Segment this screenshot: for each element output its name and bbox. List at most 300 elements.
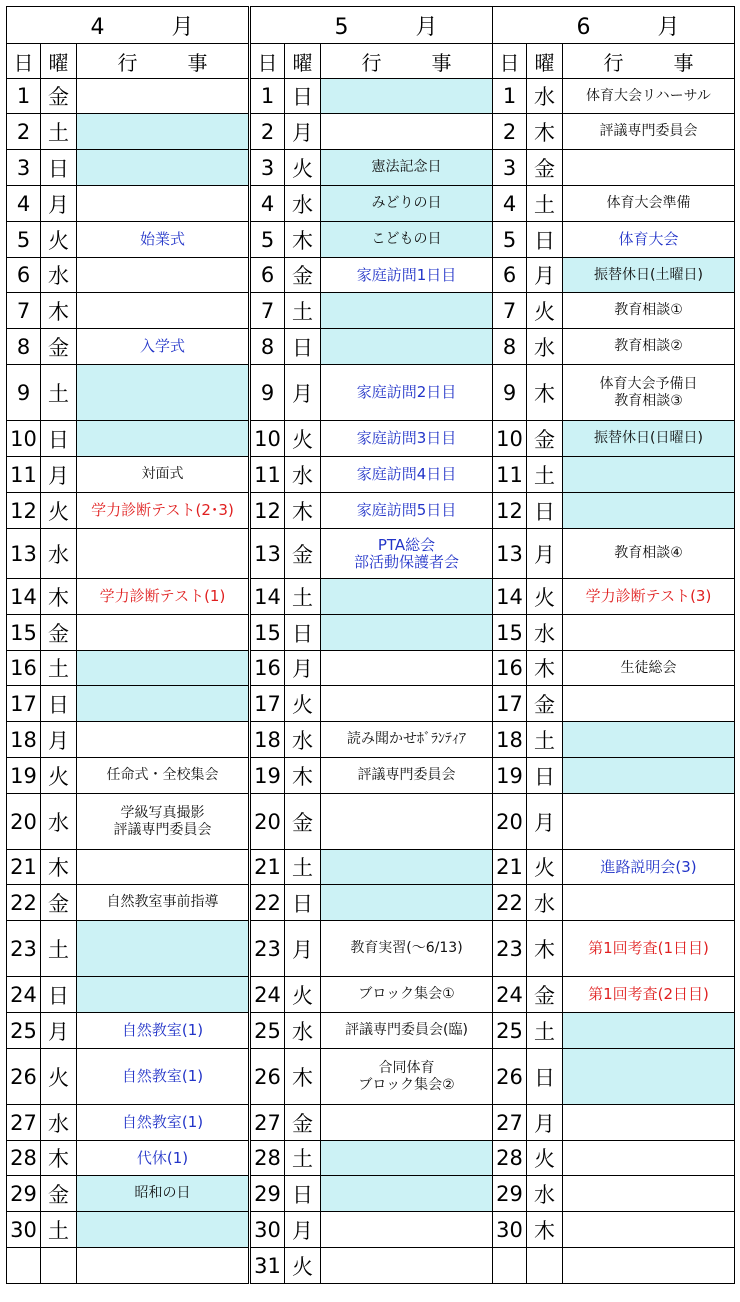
event-cell <box>321 686 493 722</box>
day-number: 26 <box>493 1049 527 1105</box>
calendar-row <box>493 758 735 794</box>
event-cell <box>321 293 493 329</box>
calendar-row <box>493 1105 735 1141</box>
day-number: 12 <box>7 493 41 529</box>
calendar-row <box>493 1212 735 1248</box>
day-number: 5 <box>7 222 41 258</box>
calendar-row <box>7 977 249 1013</box>
event-cell <box>563 365 735 421</box>
day-number: 19 <box>251 758 285 794</box>
weekday: 土 <box>285 293 321 329</box>
calendar-row <box>251 921 493 977</box>
calendar-row <box>251 885 493 921</box>
event-cell <box>77 1049 249 1105</box>
weekday: 日 <box>285 1176 321 1212</box>
event-cell <box>77 1176 249 1212</box>
event-text: 体育大会予備日 <box>599 375 698 392</box>
calendar-row <box>251 1248 493 1284</box>
weekday: 金 <box>41 615 77 651</box>
event-cell <box>321 1049 493 1105</box>
event-cell <box>77 365 249 421</box>
event-cell <box>563 921 735 977</box>
event-cell <box>563 1013 735 1049</box>
calendar-row <box>7 615 249 651</box>
day-number: 11 <box>493 457 527 493</box>
event-cell <box>77 686 249 722</box>
weekday: 金 <box>285 529 321 579</box>
calendar-row <box>7 186 249 222</box>
weekday: 日 <box>285 79 321 114</box>
event-cell <box>77 651 249 686</box>
event-cell <box>321 722 493 758</box>
weekday: 火 <box>41 493 77 529</box>
event-cell <box>321 977 493 1013</box>
month-header <box>7 7 249 44</box>
event-text: 部活動保護者会 <box>353 552 459 571</box>
day-number: 28 <box>251 1141 285 1176</box>
calendar-row <box>251 651 493 686</box>
day-number: 5 <box>251 222 285 258</box>
event-text: 第1回考査(2日目) <box>588 985 709 1003</box>
day-number: 3 <box>493 150 527 186</box>
weekday: 日 <box>527 493 563 529</box>
weekday: 土 <box>527 186 563 222</box>
day-column-header: 日 <box>493 44 527 79</box>
month-unit: 月 <box>415 14 438 40</box>
event-text: 昭和の日 <box>134 1185 191 1201</box>
event-cell <box>321 1212 493 1248</box>
event-cell <box>563 329 735 365</box>
calendar-row <box>7 114 249 150</box>
day-number: 1 <box>251 79 285 114</box>
calendar-row <box>7 1013 249 1049</box>
event-cell <box>321 529 493 579</box>
event-cell <box>321 850 493 885</box>
weekday: 火 <box>285 421 321 457</box>
calendar-row <box>493 615 735 651</box>
event-cell <box>321 885 493 921</box>
weekday: 土 <box>527 1013 563 1049</box>
day-number: 18 <box>7 722 41 758</box>
event-cell <box>563 258 735 293</box>
weekday: 木 <box>285 222 321 258</box>
event-cell <box>563 615 735 651</box>
day-number: 14 <box>7 579 41 615</box>
day-number: 2 <box>7 114 41 150</box>
event-text: 対面式 <box>141 466 184 482</box>
event-cell <box>77 222 249 258</box>
event-text: 始業式 <box>139 230 185 248</box>
day-number: 28 <box>7 1141 41 1176</box>
event-cell <box>321 493 493 529</box>
weekday: 火 <box>527 293 563 329</box>
weekday: 土 <box>41 651 77 686</box>
calendar-row <box>251 1212 493 1248</box>
weekday: 火 <box>285 977 321 1013</box>
calendar-row <box>251 579 493 615</box>
event-cell <box>77 1248 249 1284</box>
day-column-header: 日 <box>251 44 285 79</box>
day-number: 6 <box>493 258 527 293</box>
event-text: ブロック集会② <box>358 1076 455 1093</box>
calendar-row <box>493 579 735 615</box>
weekday: 火 <box>285 150 321 186</box>
event-text: 教育相談④ <box>614 545 683 561</box>
month-unit: 月 <box>657 14 680 40</box>
weekday: 土 <box>41 1212 77 1248</box>
weekday <box>527 1248 563 1284</box>
weekday: 金 <box>285 258 321 293</box>
event-cell <box>563 885 735 921</box>
weekday: 土 <box>41 365 77 421</box>
event-text: 体育大会準備 <box>606 195 691 211</box>
event-cell <box>77 977 249 1013</box>
weekday: 月 <box>41 457 77 493</box>
calendar-row <box>251 722 493 758</box>
calendar-row <box>251 493 493 529</box>
calendar-row <box>493 651 735 686</box>
weekday: 月 <box>285 651 321 686</box>
day-number <box>7 1248 41 1284</box>
event-cell <box>77 850 249 885</box>
day-number: 1 <box>493 79 527 114</box>
weekday: 水 <box>527 885 563 921</box>
day-number: 27 <box>7 1105 41 1141</box>
calendar-row <box>7 885 249 921</box>
weekday: 水 <box>41 258 77 293</box>
calendar-row <box>7 1141 249 1176</box>
calendar-row <box>493 365 735 421</box>
weekday-column-header: 曜 <box>527 44 563 79</box>
calendar-row <box>493 850 735 885</box>
event-cell <box>321 921 493 977</box>
event-text: 評議専門委員会 <box>599 123 698 139</box>
day-number: 11 <box>251 457 285 493</box>
weekday: 木 <box>285 493 321 529</box>
calendar-row <box>493 150 735 186</box>
event-cell <box>563 1049 735 1105</box>
day-number: 26 <box>7 1049 41 1105</box>
calendar-row <box>251 1176 493 1212</box>
event-text: 合同体育 <box>378 1059 435 1076</box>
weekday: 火 <box>41 222 77 258</box>
calendar-row <box>493 1176 735 1212</box>
day-number: 29 <box>251 1176 285 1212</box>
day-column-header: 日 <box>7 44 41 79</box>
calendar-row <box>493 457 735 493</box>
weekday: 土 <box>41 114 77 150</box>
day-number: 23 <box>251 921 285 977</box>
weekday: 金 <box>527 150 563 186</box>
event-cell <box>563 114 735 150</box>
event-text: 読み聞かせﾎﾞﾗﾝﾃｨｱ <box>347 731 466 747</box>
weekday: 水 <box>285 722 321 758</box>
weekday: 木 <box>527 921 563 977</box>
weekday: 月 <box>527 529 563 579</box>
day-number: 6 <box>7 258 41 293</box>
calendar-row <box>251 1105 493 1141</box>
calendar-row <box>493 686 735 722</box>
day-number: 10 <box>7 421 41 457</box>
event-text: 生徒総会 <box>620 659 677 676</box>
weekday: 木 <box>527 1212 563 1248</box>
weekday-column-header: 曜 <box>41 44 77 79</box>
calendar-row <box>493 1013 735 1049</box>
event-cell <box>77 615 249 651</box>
day-number: 23 <box>493 921 527 977</box>
event-text: 教育実習(～6/13) <box>350 940 463 956</box>
event-cell <box>77 79 249 114</box>
event-cell <box>321 114 493 150</box>
weekday: 火 <box>285 1248 321 1284</box>
weekday: 木 <box>41 850 77 885</box>
weekday: 木 <box>527 114 563 150</box>
weekday: 水 <box>41 1105 77 1141</box>
day-number: 24 <box>251 977 285 1013</box>
event-text: 自然教室事前指導 <box>106 894 219 910</box>
day-number: 21 <box>493 850 527 885</box>
calendar-row <box>251 293 493 329</box>
event-text: 自然教室(1) <box>121 1067 204 1085</box>
calendar-row <box>7 258 249 293</box>
event-cell <box>563 722 735 758</box>
day-number: 22 <box>251 885 285 921</box>
event-cell <box>77 186 249 222</box>
calendar-row <box>251 529 493 579</box>
day-number: 4 <box>251 186 285 222</box>
event-cell <box>77 1212 249 1248</box>
event-cell <box>563 79 735 114</box>
event-cell <box>77 329 249 365</box>
calendar-row <box>7 457 249 493</box>
calendar-row <box>251 365 493 421</box>
weekday: 土 <box>527 722 563 758</box>
weekday <box>41 1248 77 1284</box>
event-cell <box>77 421 249 457</box>
event-cell <box>321 1141 493 1176</box>
weekday: 日 <box>527 758 563 794</box>
weekday: 日 <box>285 329 321 365</box>
day-number: 11 <box>7 457 41 493</box>
day-number: 14 <box>493 579 527 615</box>
day-number: 30 <box>251 1212 285 1248</box>
day-number: 2 <box>493 114 527 150</box>
calendar-row <box>7 722 249 758</box>
weekday: 日 <box>41 150 77 186</box>
weekday: 水 <box>527 615 563 651</box>
weekday: 日 <box>41 686 77 722</box>
calendar-row <box>493 222 735 258</box>
day-number: 5 <box>493 222 527 258</box>
weekday: 月 <box>285 365 321 421</box>
weekday: 木 <box>41 293 77 329</box>
day-number: 13 <box>7 529 41 579</box>
event-cell <box>563 293 735 329</box>
event-text: PTA総会 <box>377 535 436 554</box>
day-number: 20 <box>251 794 285 850</box>
event-text: 進路説明会(3) <box>600 857 697 876</box>
day-number: 25 <box>251 1013 285 1049</box>
event-text: 学力診断テスト(3) <box>585 587 712 605</box>
day-number: 8 <box>251 329 285 365</box>
event-cell <box>77 722 249 758</box>
weekday: 月 <box>285 1212 321 1248</box>
day-number: 8 <box>493 329 527 365</box>
event-text: 教育相談① <box>614 302 683 318</box>
day-number <box>493 1248 527 1284</box>
event-cell <box>321 1176 493 1212</box>
events-header-char-1: 行 <box>117 50 138 75</box>
event-cell <box>321 651 493 686</box>
day-number: 20 <box>7 794 41 850</box>
event-cell <box>77 921 249 977</box>
weekday: 木 <box>285 1049 321 1105</box>
day-number: 20 <box>493 794 527 850</box>
event-cell <box>563 150 735 186</box>
calendar-row <box>251 186 493 222</box>
month-unit: 月 <box>171 14 194 40</box>
event-text: 体育大会 <box>618 230 679 248</box>
event-cell <box>563 186 735 222</box>
weekday: 火 <box>285 686 321 722</box>
weekday: 火 <box>527 850 563 885</box>
calendar-row <box>7 1248 249 1284</box>
calendar-row <box>7 79 249 114</box>
month-number: 5 <box>334 14 349 40</box>
day-number: 19 <box>7 758 41 794</box>
weekday: 日 <box>285 615 321 651</box>
calendar-row <box>251 1049 493 1105</box>
weekday: 土 <box>527 457 563 493</box>
day-number: 15 <box>493 615 527 651</box>
event-text: 自然教室(1) <box>121 1113 204 1131</box>
event-cell <box>77 1105 249 1141</box>
event-cell <box>77 529 249 579</box>
month-header <box>251 7 493 44</box>
day-number: 2 <box>251 114 285 150</box>
calendar-row <box>493 885 735 921</box>
events-header-char-1: 行 <box>603 50 624 75</box>
calendar-row <box>7 1176 249 1212</box>
weekday: 木 <box>41 1141 77 1176</box>
day-number: 16 <box>7 651 41 686</box>
event-cell <box>321 1248 493 1284</box>
event-text: 第1回考査(1日目) <box>588 939 709 957</box>
calendar-row <box>7 850 249 885</box>
weekday: 月 <box>41 722 77 758</box>
calendar-row <box>7 293 249 329</box>
event-cell <box>77 794 249 850</box>
day-number: 3 <box>251 150 285 186</box>
event-cell <box>77 258 249 293</box>
events-header-char-2: 事 <box>673 50 694 75</box>
calendar-row <box>493 186 735 222</box>
day-number: 22 <box>7 885 41 921</box>
day-number: 24 <box>7 977 41 1013</box>
event-cell <box>77 150 249 186</box>
weekday: 火 <box>41 758 77 794</box>
calendar-row <box>251 1013 493 1049</box>
weekday: 木 <box>285 758 321 794</box>
event-text: 任命式・全校集会 <box>106 767 219 783</box>
event-cell <box>563 457 735 493</box>
weekday: 金 <box>41 1176 77 1212</box>
event-cell <box>77 758 249 794</box>
day-number: 23 <box>7 921 41 977</box>
event-text: 代休(1) <box>136 1148 189 1167</box>
events-header-char-2: 事 <box>431 50 452 75</box>
event-text: 教育相談③ <box>614 392 683 409</box>
calendar-row <box>7 921 249 977</box>
calendar-row <box>493 529 735 579</box>
weekday: 金 <box>41 885 77 921</box>
day-number: 15 <box>7 615 41 651</box>
event-cell <box>77 885 249 921</box>
event-cell <box>321 222 493 258</box>
event-cell <box>321 79 493 114</box>
day-number: 25 <box>7 1013 41 1049</box>
day-number: 16 <box>251 651 285 686</box>
day-number: 28 <box>493 1141 527 1176</box>
weekday: 金 <box>527 686 563 722</box>
event-text: 家庭訪問5日目 <box>356 501 457 519</box>
event-text: こどもの日 <box>371 231 442 247</box>
day-number: 25 <box>493 1013 527 1049</box>
day-number: 12 <box>493 493 527 529</box>
weekday: 月 <box>527 258 563 293</box>
calendar-row <box>251 79 493 114</box>
weekday: 月 <box>41 186 77 222</box>
event-text: ブロック集会① <box>358 986 455 1002</box>
day-number: 1 <box>7 79 41 114</box>
calendar-row <box>7 421 249 457</box>
weekday-column-header: 曜 <box>285 44 321 79</box>
event-text: 振替休日(日曜日) <box>594 430 703 446</box>
day-number: 6 <box>251 258 285 293</box>
weekday: 月 <box>285 921 321 977</box>
event-cell <box>321 794 493 850</box>
day-number: 19 <box>493 758 527 794</box>
event-cell <box>563 579 735 615</box>
weekday: 月 <box>285 114 321 150</box>
day-number: 9 <box>493 365 527 421</box>
event-text: 家庭訪問3日目 <box>356 429 457 447</box>
weekday: 水 <box>285 457 321 493</box>
event-cell <box>563 651 735 686</box>
day-number: 9 <box>7 365 41 421</box>
event-cell <box>563 1248 735 1284</box>
calendar-row <box>7 579 249 615</box>
calendar-row <box>251 850 493 885</box>
event-text: 振替休日(土曜日) <box>594 266 703 283</box>
calendar-row <box>251 758 493 794</box>
calendar-row <box>493 977 735 1013</box>
weekday: 水 <box>527 329 563 365</box>
event-text: 評議専門委員会 <box>113 821 212 838</box>
weekday: 水 <box>527 1176 563 1212</box>
calendar-row <box>251 150 493 186</box>
event-text: 体育大会リハーサル <box>586 87 711 104</box>
event-cell <box>563 1176 735 1212</box>
calendar-row <box>251 794 493 850</box>
day-number: 7 <box>251 293 285 329</box>
weekday: 日 <box>527 222 563 258</box>
day-number: 21 <box>251 850 285 885</box>
day-number: 8 <box>7 329 41 365</box>
weekday: 金 <box>527 421 563 457</box>
event-cell <box>321 329 493 365</box>
calendar-row <box>251 615 493 651</box>
